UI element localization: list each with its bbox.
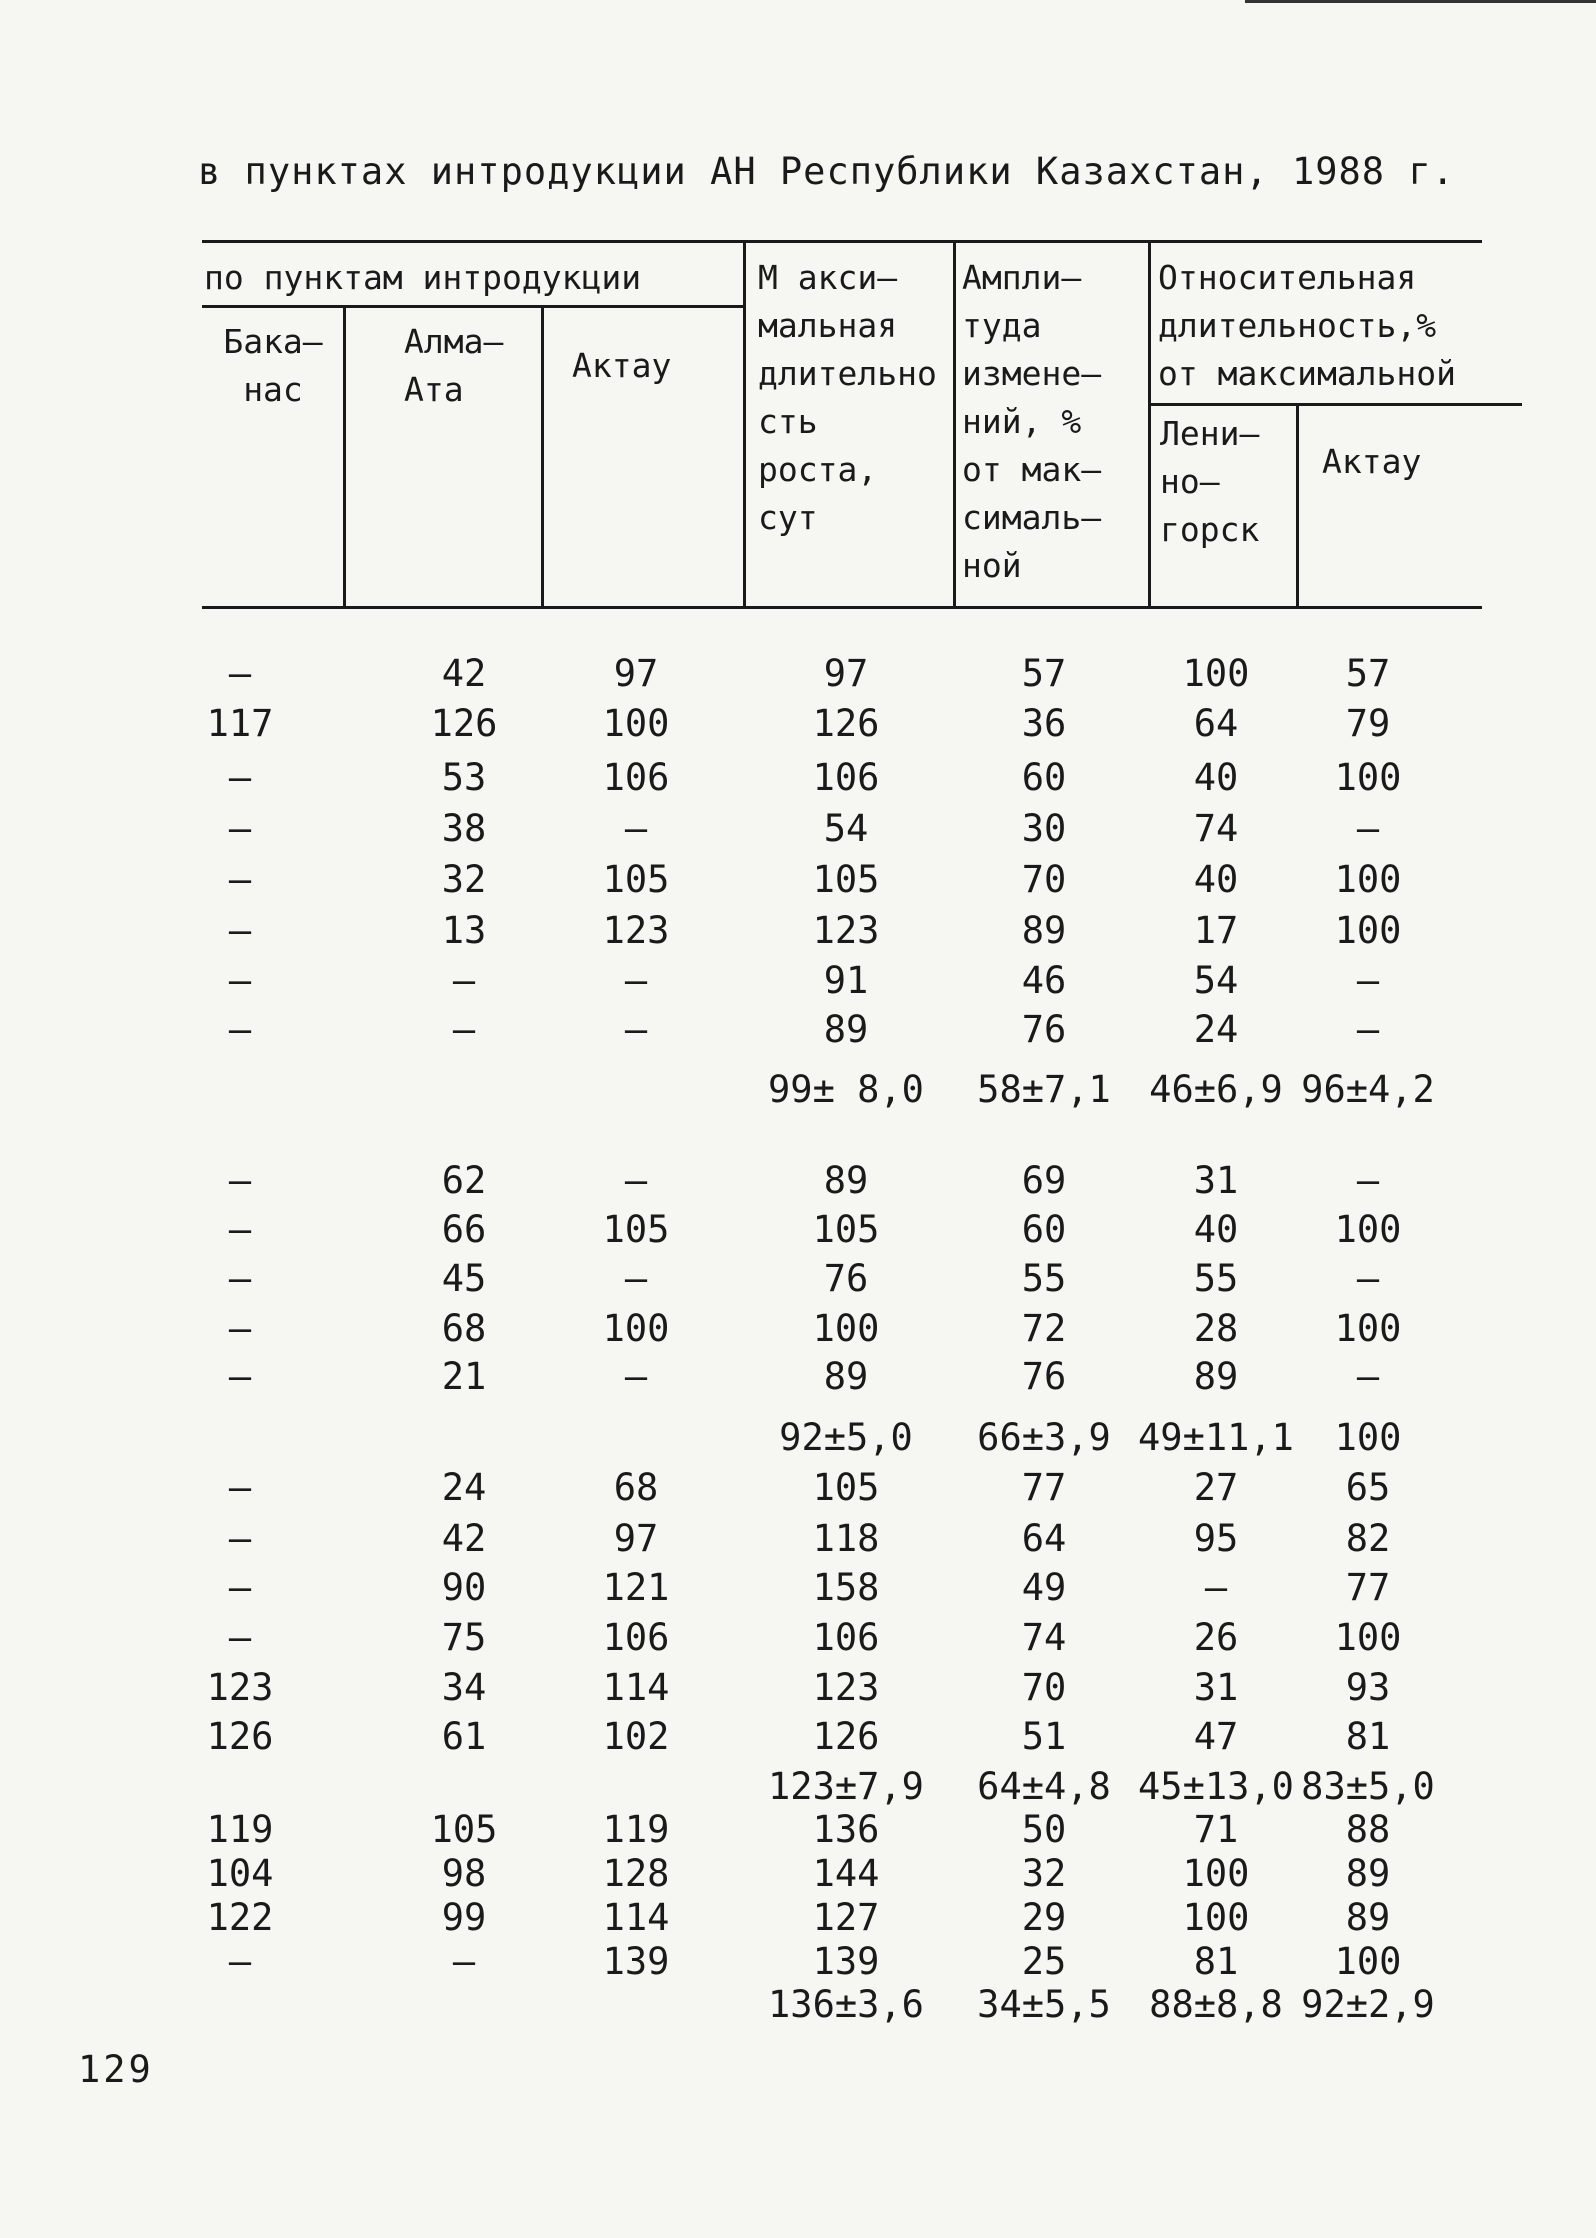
cell-bakanas: – xyxy=(228,1517,252,1560)
cell-amp: 46 xyxy=(1021,959,1067,1002)
cell-aktau: – xyxy=(624,959,648,1002)
divider-relative xyxy=(1296,403,1299,606)
cell-almaata: 38 xyxy=(441,807,487,850)
cell-amp: 76 xyxy=(1021,1008,1067,1051)
header-aktau: Актау xyxy=(572,346,672,385)
table-caption: в пунктах интродукции АН Республики Казахстан, 1988 г. xyxy=(198,150,1455,193)
cell-akt: – xyxy=(1356,1159,1380,1202)
cell-akt: 100 xyxy=(1334,1416,1402,1459)
cell-len: 47 xyxy=(1193,1715,1239,1758)
cell-aktau: 128 xyxy=(602,1852,670,1895)
header-bakanas: Бака– нас xyxy=(223,322,323,409)
cell-max: 105 xyxy=(812,1466,880,1509)
cell-len: 40 xyxy=(1193,756,1239,799)
cell-bakanas: – xyxy=(228,1940,252,1983)
cell-bakanas: – xyxy=(228,1208,252,1251)
cell-amp: 89 xyxy=(1021,909,1067,952)
cell-aktau: 121 xyxy=(602,1566,670,1609)
cell-len: 81 xyxy=(1193,1940,1239,1983)
cell-amp: 32 xyxy=(1021,1852,1067,1895)
cell-akt: 57 xyxy=(1345,652,1391,695)
cell-bakanas: – xyxy=(228,858,252,901)
cell-bakanas: 123 xyxy=(206,1666,274,1709)
cell-max: 139 xyxy=(812,1940,880,1983)
table-top-rule xyxy=(202,240,1482,243)
cell-max: 123 xyxy=(812,1666,880,1709)
cell-amp: 70 xyxy=(1021,858,1067,901)
cell-akt: 88 xyxy=(1345,1808,1391,1851)
cell-max: 89 xyxy=(823,1159,869,1202)
cell-almaata: 126 xyxy=(430,702,498,745)
cell-len: 28 xyxy=(1193,1307,1239,1350)
cell-akt: – xyxy=(1356,1008,1380,1051)
cell-amp: 34±5,5 xyxy=(977,1983,1111,2026)
cell-max: 89 xyxy=(823,1355,869,1398)
cell-bakanas: – xyxy=(228,1008,252,1051)
cell-amp: 77 xyxy=(1021,1466,1067,1509)
cell-max: 105 xyxy=(812,1208,880,1251)
cell-almaata: – xyxy=(452,1008,476,1051)
cell-len: 100 xyxy=(1182,652,1250,695)
cell-max: 123 xyxy=(812,909,880,952)
cell-akt: 83±5,0 xyxy=(1301,1765,1435,1808)
cell-amp: 70 xyxy=(1021,1666,1067,1709)
cell-bakanas: – xyxy=(228,1616,252,1659)
cell-len: 74 xyxy=(1193,807,1239,850)
cell-almaata: 66 xyxy=(441,1208,487,1251)
cell-max: 99± 8,0 xyxy=(768,1068,924,1111)
cell-akt: – xyxy=(1356,807,1380,850)
cell-amp: 57 xyxy=(1021,652,1067,695)
top-right-rule xyxy=(1245,0,1596,3)
divider-amplitude xyxy=(1148,240,1151,606)
cell-amp: 72 xyxy=(1021,1307,1067,1350)
cell-bakanas: – xyxy=(228,1355,252,1398)
cell-almaata: 105 xyxy=(430,1808,498,1851)
cell-akt: 100 xyxy=(1334,1940,1402,1983)
cell-max: 126 xyxy=(812,1715,880,1758)
cell-amp: 66±3,9 xyxy=(977,1416,1111,1459)
cell-aktau: 114 xyxy=(602,1896,670,1939)
cell-len: 17 xyxy=(1193,909,1239,952)
divider-almaata xyxy=(541,305,544,606)
cell-aktau: – xyxy=(624,1257,648,1300)
cell-len: 100 xyxy=(1182,1852,1250,1895)
header-aktau-relative: Актау xyxy=(1322,442,1422,481)
cell-bakanas: – xyxy=(228,1257,252,1300)
cell-max: 144 xyxy=(812,1852,880,1895)
cell-amp: 51 xyxy=(1021,1715,1067,1758)
cell-almaata: 98 xyxy=(441,1852,487,1895)
cell-akt: 89 xyxy=(1345,1852,1391,1895)
divider-max xyxy=(953,240,956,606)
cell-aktau: 105 xyxy=(602,858,670,901)
cell-max: 127 xyxy=(812,1896,880,1939)
header-group-points: по пунктам интродукции xyxy=(204,258,642,297)
cell-max: 105 xyxy=(812,858,880,901)
cell-aktau: 139 xyxy=(602,1940,670,1983)
header-subrule-left xyxy=(202,305,744,308)
cell-aktau: 102 xyxy=(602,1715,670,1758)
divider-points xyxy=(743,240,746,606)
cell-len: 40 xyxy=(1193,1208,1239,1251)
cell-max: 97 xyxy=(823,652,869,695)
cell-aktau: 100 xyxy=(602,702,670,745)
header-almaata: Алма– Ата xyxy=(404,322,504,409)
header-leninogorsk: Лени– но– горск xyxy=(1160,414,1260,549)
cell-amp: 64 xyxy=(1021,1517,1067,1560)
cell-aktau: 106 xyxy=(602,756,670,799)
cell-len: 46±6,9 xyxy=(1149,1068,1283,1111)
cell-len: 55 xyxy=(1193,1257,1239,1300)
cell-almaata: 62 xyxy=(441,1159,487,1202)
divider-bakanas xyxy=(343,305,346,606)
header-bottom-rule xyxy=(202,606,1482,609)
cell-almaata: 61 xyxy=(441,1715,487,1758)
cell-akt: 100 xyxy=(1334,909,1402,952)
cell-bakanas: – xyxy=(228,1159,252,1202)
cell-akt: 89 xyxy=(1345,1896,1391,1939)
header-relative: Относительная длительность,% от максимальной xyxy=(1158,258,1457,393)
header-amplitude: Ампли– туда измене– ний, % от мак– сималь– ной xyxy=(962,258,1102,585)
cell-len: 89 xyxy=(1193,1355,1239,1398)
cell-bakanas: – xyxy=(228,807,252,850)
cell-bakanas: – xyxy=(228,959,252,1002)
cell-bakanas: – xyxy=(228,1307,252,1350)
cell-akt: 100 xyxy=(1334,756,1402,799)
cell-almaata: 42 xyxy=(441,1517,487,1560)
cell-max: 54 xyxy=(823,807,869,850)
cell-aktau: 97 xyxy=(613,652,659,695)
cell-almaata: 24 xyxy=(441,1466,487,1509)
cell-len: – xyxy=(1204,1566,1228,1609)
cell-akt: 96±4,2 xyxy=(1301,1068,1435,1111)
cell-len: 31 xyxy=(1193,1666,1239,1709)
cell-amp: 36 xyxy=(1021,702,1067,745)
cell-len: 100 xyxy=(1182,1896,1250,1939)
cell-akt: 100 xyxy=(1334,1616,1402,1659)
cell-amp: 76 xyxy=(1021,1355,1067,1398)
cell-max: 92±5,0 xyxy=(779,1416,913,1459)
cell-len: 31 xyxy=(1193,1159,1239,1202)
cell-almaata: 68 xyxy=(441,1307,487,1350)
cell-max: 106 xyxy=(812,756,880,799)
cell-almaata: – xyxy=(452,1940,476,1983)
cell-bakanas: 104 xyxy=(206,1852,274,1895)
cell-amp: 60 xyxy=(1021,756,1067,799)
page-number: 129 xyxy=(78,2048,154,2091)
cell-aktau: 68 xyxy=(613,1466,659,1509)
cell-aktau: 114 xyxy=(602,1666,670,1709)
cell-len: 49±11,1 xyxy=(1138,1416,1294,1459)
cell-almaata: 34 xyxy=(441,1666,487,1709)
cell-akt: 81 xyxy=(1345,1715,1391,1758)
cell-akt: 92±2,9 xyxy=(1301,1983,1435,2026)
cell-bakanas: 122 xyxy=(206,1896,274,1939)
cell-amp: 60 xyxy=(1021,1208,1067,1251)
cell-akt: 100 xyxy=(1334,1208,1402,1251)
header-subrule-right xyxy=(1150,403,1522,406)
cell-almaata: 75 xyxy=(441,1616,487,1659)
cell-akt: – xyxy=(1356,1257,1380,1300)
cell-bakanas: – xyxy=(228,1466,252,1509)
cell-aktau: – xyxy=(624,807,648,850)
cell-amp: 30 xyxy=(1021,807,1067,850)
cell-almaata: 32 xyxy=(441,858,487,901)
cell-amp: 64±4,8 xyxy=(977,1765,1111,1808)
cell-akt: 77 xyxy=(1345,1566,1391,1609)
cell-amp: 55 xyxy=(1021,1257,1067,1300)
cell-amp: 74 xyxy=(1021,1616,1067,1659)
header-max-duration: М акси– мальная длительность роста, сут xyxy=(758,258,937,537)
cell-aktau: 105 xyxy=(602,1208,670,1251)
cell-aktau: – xyxy=(624,1008,648,1051)
cell-aktau: – xyxy=(624,1355,648,1398)
cell-almaata: 42 xyxy=(441,652,487,695)
cell-max: 136 xyxy=(812,1808,880,1851)
cell-aktau: 119 xyxy=(602,1808,670,1851)
cell-akt: 100 xyxy=(1334,1307,1402,1350)
cell-aktau: 97 xyxy=(613,1517,659,1560)
cell-len: 88±8,8 xyxy=(1149,1983,1283,2026)
cell-max: 123±7,9 xyxy=(768,1765,924,1808)
cell-akt: 100 xyxy=(1334,858,1402,901)
cell-bakanas: – xyxy=(228,652,252,695)
cell-bakanas: 117 xyxy=(206,702,274,745)
cell-len: 24 xyxy=(1193,1008,1239,1051)
cell-max: 106 xyxy=(812,1616,880,1659)
cell-almaata: 13 xyxy=(441,909,487,952)
cell-aktau: 123 xyxy=(602,909,670,952)
cell-len: 71 xyxy=(1193,1808,1239,1851)
cell-bakanas: – xyxy=(228,1566,252,1609)
cell-amp: 49 xyxy=(1021,1566,1067,1609)
cell-len: 45±13,0 xyxy=(1138,1765,1294,1808)
cell-max: 136±3,6 xyxy=(768,1983,924,2026)
cell-max: 91 xyxy=(823,959,869,1002)
cell-len: 95 xyxy=(1193,1517,1239,1560)
cell-almaata: – xyxy=(452,959,476,1002)
cell-len: 40 xyxy=(1193,858,1239,901)
cell-len: 27 xyxy=(1193,1466,1239,1509)
cell-almaata: 90 xyxy=(441,1566,487,1609)
cell-len: 26 xyxy=(1193,1616,1239,1659)
cell-bakanas: 119 xyxy=(206,1808,274,1851)
cell-max: 100 xyxy=(812,1307,880,1350)
cell-akt: 82 xyxy=(1345,1517,1391,1560)
cell-amp: 69 xyxy=(1021,1159,1067,1202)
cell-almaata: 21 xyxy=(441,1355,487,1398)
cell-akt: 65 xyxy=(1345,1466,1391,1509)
cell-amp: 58±7,1 xyxy=(977,1068,1111,1111)
cell-aktau: 100 xyxy=(602,1307,670,1350)
cell-max: 76 xyxy=(823,1257,869,1300)
cell-amp: 25 xyxy=(1021,1940,1067,1983)
cell-almaata: 45 xyxy=(441,1257,487,1300)
cell-aktau: 106 xyxy=(602,1616,670,1659)
cell-akt: – xyxy=(1356,959,1380,1002)
cell-max: 89 xyxy=(823,1008,869,1051)
cell-almaata: 99 xyxy=(441,1896,487,1939)
cell-max: 126 xyxy=(812,702,880,745)
cell-bakanas: 126 xyxy=(206,1715,274,1758)
cell-bakanas: – xyxy=(228,909,252,952)
cell-aktau: – xyxy=(624,1159,648,1202)
cell-almaata: 53 xyxy=(441,756,487,799)
cell-bakanas: – xyxy=(228,756,252,799)
cell-akt: 79 xyxy=(1345,702,1391,745)
cell-akt: – xyxy=(1356,1355,1380,1398)
cell-amp: 50 xyxy=(1021,1808,1067,1851)
cell-max: 158 xyxy=(812,1566,880,1609)
cell-akt: 93 xyxy=(1345,1666,1391,1709)
cell-max: 118 xyxy=(812,1517,880,1560)
cell-len: 64 xyxy=(1193,702,1239,745)
cell-amp: 29 xyxy=(1021,1896,1067,1939)
cell-len: 54 xyxy=(1193,959,1239,1002)
